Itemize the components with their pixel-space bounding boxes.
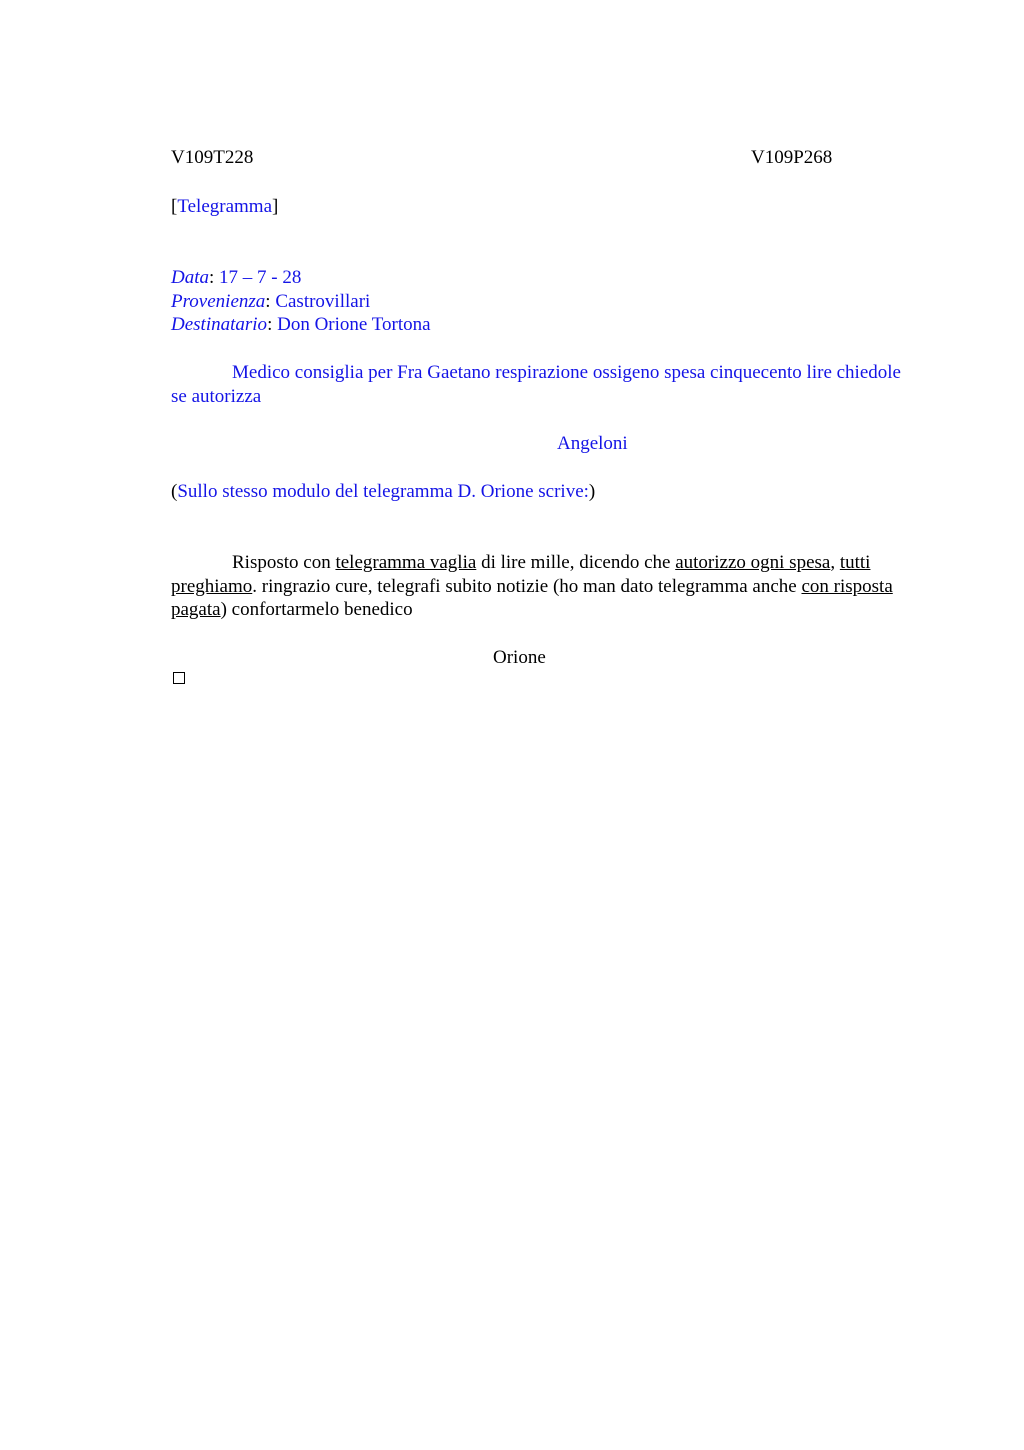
- reply-signature: Orione: [493, 647, 546, 668]
- document-type-label: Telegramma: [177, 196, 273, 217]
- meta-separator: :: [265, 290, 276, 312]
- meta-origin-row: [171, 290, 431, 314]
- reply-text: [171, 551, 933, 622]
- telegram-metadata: [171, 266, 431, 337]
- end-of-document-square-icon: [173, 672, 185, 684]
- reply-underlined-segment: tutti preghiamo: [171, 552, 871, 597]
- meta-origin-value: Castrovillari: [275, 290, 371, 312]
- editorial-note: [171, 480, 595, 504]
- meta-recipient-row: [171, 313, 431, 337]
- reply-underlined-segment: autorizzo ogni spesa: [675, 552, 831, 573]
- telegram-text: Medico consiglia per Fra Gaetano respirazione ossigeno spesa cinquecento lire chiedole se autorizza: [171, 362, 901, 407]
- meta-date-value: 17 – 7 - 28: [219, 267, 302, 288]
- editorial-note-text: Sullo stesso modulo del telegramma D. Orione scrive:: [177, 481, 589, 502]
- meta-separator: :: [209, 267, 220, 288]
- reply-underlined-segment: con risposta pagata: [171, 575, 893, 620]
- reply-segment: di lire mille, dicendo che: [476, 552, 676, 573]
- meta-origin-label: Provenienza: [171, 290, 266, 312]
- meta-separator: :: [267, 314, 278, 335]
- document-code-left: V109T228: [171, 147, 254, 168]
- document-type: [171, 195, 278, 219]
- paren-close: ): [588, 481, 596, 502]
- bracket-open: [: [171, 196, 178, 217]
- bracket-close: ]: [272, 196, 279, 217]
- paren-open: (: [171, 481, 178, 502]
- meta-date-label: Data: [171, 267, 209, 288]
- meta-recipient-label: Destinatario: [171, 314, 268, 335]
- reply-segment: Risposto con: [232, 552, 336, 573]
- telegram-signature: Angeloni: [557, 433, 628, 454]
- reply-segment: ,: [830, 552, 840, 573]
- reply-underlined-segment: telegramma vaglia: [335, 552, 477, 573]
- reply-segment: . ringrazio cure, telegrafi subito notizie (ho man dato telegramma anche: [252, 575, 802, 597]
- reply-segment: ) confortarmelo benedico: [220, 599, 413, 620]
- document-code-right: V109P268: [751, 147, 833, 168]
- meta-date-row: [171, 266, 431, 290]
- meta-recipient-value: Don Orione Tortona: [277, 314, 431, 335]
